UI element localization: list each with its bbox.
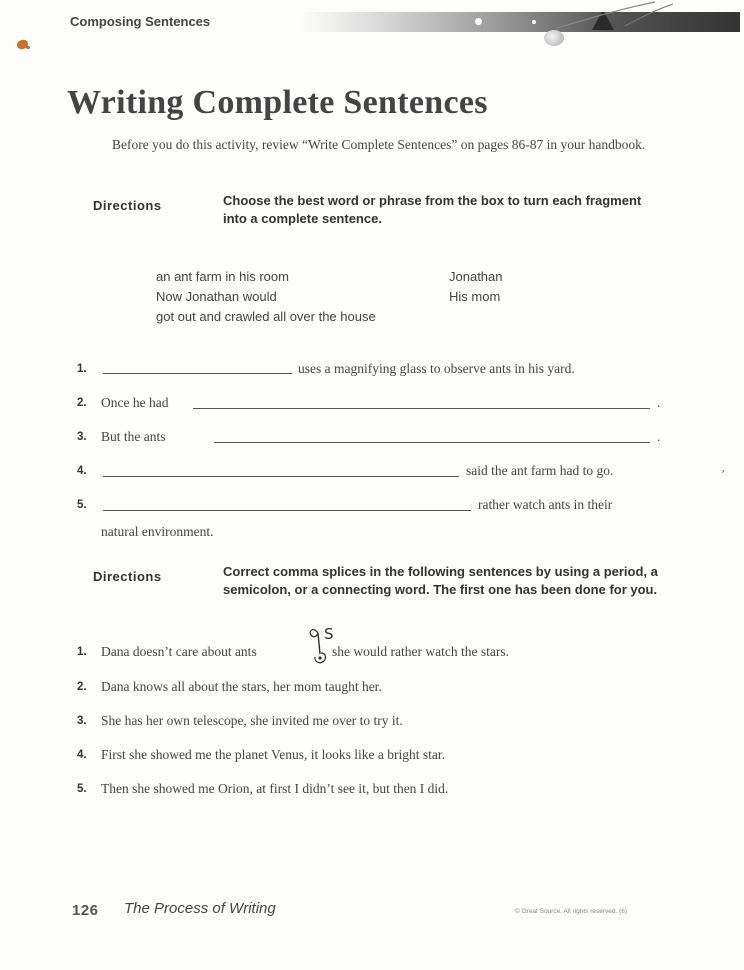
item-period: . xyxy=(657,429,661,444)
item-period: . xyxy=(657,395,661,410)
answer-blank-4[interactable] xyxy=(103,476,459,477)
item-number: 2. xyxy=(77,397,87,409)
word-box-option: got out and crawled all over the house xyxy=(156,309,376,324)
directions-text: Correct comma splices in the following sentences by using a period, a semicolon, or a connecting word. The first one has been done for you. xyxy=(223,564,658,597)
header-decorative-blob xyxy=(544,30,564,46)
item-number: 4. xyxy=(77,465,87,477)
item-text: But the ants xyxy=(101,429,166,444)
directions-label: Directions xyxy=(93,198,162,213)
copyright-notice: © Great Source. All rights reserved. (6) xyxy=(515,908,628,915)
intro-paragraph: Before you do this activity, review “Write Complete Sentences” on pages 86-87 in your handbook. xyxy=(112,137,646,152)
page-title: Writing Complete Sentences xyxy=(67,84,488,121)
item-number: 5. xyxy=(77,499,87,511)
answer-blank-2[interactable] xyxy=(193,408,650,409)
item-number: 2. xyxy=(77,681,87,693)
bar-dot xyxy=(532,20,536,24)
item-text: She has her own telescope, she invited me over to try it. xyxy=(101,713,403,728)
item-text: rather watch ants in their xyxy=(478,497,613,512)
item-text: Dana doesn’t care about ants xyxy=(101,644,257,659)
item-number: 3. xyxy=(77,715,87,727)
header-scribble-graphic xyxy=(555,0,675,30)
item-text: Then she showed me Orion, at first I didn’t see it, but then I did. xyxy=(101,781,449,796)
answer-blank-3[interactable] xyxy=(214,442,650,443)
margin-mark: ʼ xyxy=(721,467,725,481)
section-label: Composing Sentences xyxy=(70,14,211,29)
directions-label: Directions xyxy=(93,569,162,584)
item-number: 5. xyxy=(77,783,87,795)
handwritten-insert-letter: S xyxy=(324,625,334,643)
item-number: 1. xyxy=(77,363,87,375)
item-text: First she showed me the planet Venus, it looks like a bright star. xyxy=(101,747,445,762)
stain-mark xyxy=(26,46,30,49)
item-text: Dana knows all about the stars, her mom taught her. xyxy=(101,679,382,694)
item-text-continuation: natural environment. xyxy=(101,524,214,539)
word-box-option: His mom xyxy=(449,289,501,304)
word-box-option: an ant farm in his room xyxy=(156,269,289,284)
page-number: 126 xyxy=(72,902,99,919)
item-text: said the ant farm had to go. xyxy=(466,463,614,478)
item-number: 4. xyxy=(77,749,87,761)
item-number: 3. xyxy=(77,431,87,443)
item-text: she would rather watch the stars. xyxy=(332,644,509,659)
answer-blank-5[interactable] xyxy=(103,510,471,511)
answer-blank-1[interactable] xyxy=(103,373,292,374)
directions-text: Choose the best word or phrase from the box to turn each fragment into a complete sentence. xyxy=(223,193,642,226)
book-title: The Process of Writing xyxy=(124,900,276,917)
item-text: uses a magnifying glass to observe ants in his yard. xyxy=(298,361,575,376)
item-number: 1. xyxy=(77,646,87,658)
word-box-option: Now Jonathan would xyxy=(156,289,277,304)
bar-dot xyxy=(475,18,482,25)
word-box-option: Jonathan xyxy=(449,269,503,284)
item-text: Once he had xyxy=(101,395,169,410)
